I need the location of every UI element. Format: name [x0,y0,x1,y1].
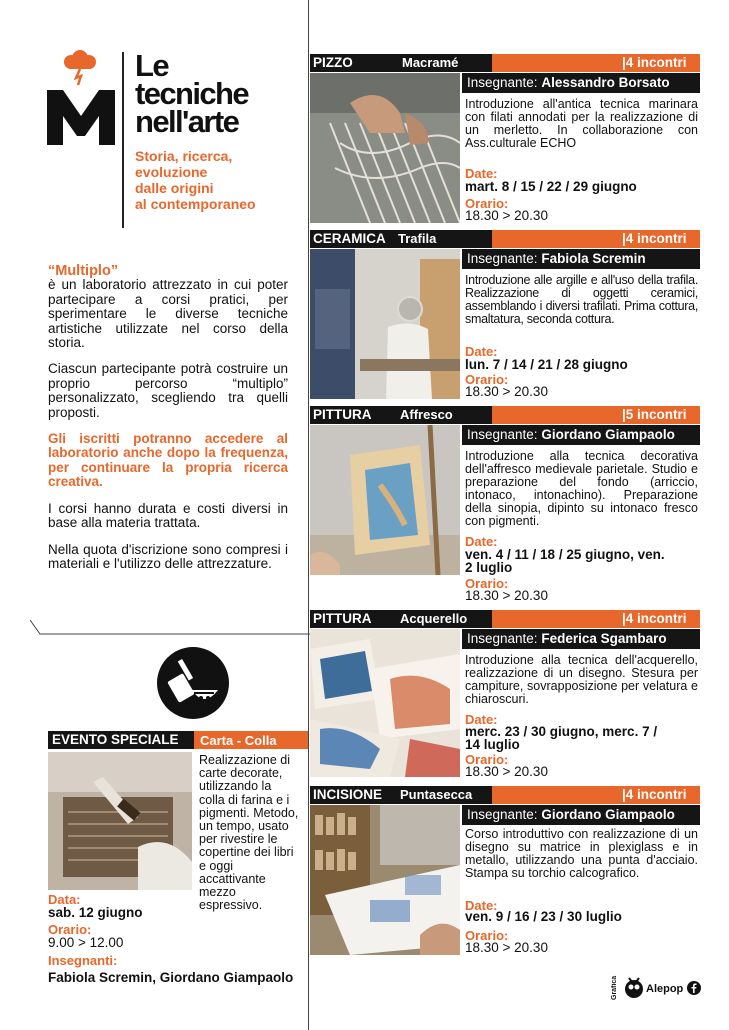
subtitle-line: dalle origini [135,180,214,196]
course-teacher-bar [462,425,700,445]
course-header [310,406,700,424]
course-description: Introduzione alla tecnica dell'acquerello, realizzazione di un disegno. Stesura per campiture, sovrapposizione per velatura e chiaroscuri. [465,653,698,706]
subtitle-line: Storia, ricerca, [135,148,233,164]
paintbrush-bowl-icon [156,646,230,720]
event-time: 9.00 > 12.00 [48,935,124,950]
logo-divider [122,52,124,228]
course-category: PITTURA [310,406,492,424]
course-teacher-bar [462,805,700,825]
course-description: Introduzione alla tecnica decorativa dell'affresco medievale parietale. Studio e preparazione del fondo (arriccio, intonaco, intonachino). Preparazione della sinopia, dipinto su intonaco fresco con pigmenti. [465,449,698,528]
course-time-label: Orario: [465,372,509,387]
teacher-name: Federica Sgambaro [541,631,667,646]
event-teachers: Fabiola Scremin, Giordano Giampaolo [48,970,294,985]
course-category: PITTURA [310,610,492,628]
course-count: |4 incontri [492,786,700,804]
footer-brand: Alepop [646,983,684,995]
course-description: Corso introduttivo con realizzazione di un disegno su matrice in plexiglass e in metallo, utilizzando una punta d'acciaio. Stampa su torchio calcografico. [465,827,698,880]
event-topic: Carta - Colla [194,731,308,749]
course-count: |4 incontri [492,54,700,72]
course-date-label: Date: [465,344,498,359]
course-card [310,610,700,780]
section-divider [30,620,310,640]
intro-paragraph: I corsi hanno durata e costi diversi in base alla materia trattata. [48,500,288,531]
course-photo [310,425,460,575]
teacher-label: Insegnante: [467,75,538,90]
teacher-label: Insegnante: [467,807,538,822]
teacher-label: Insegnante: [467,631,538,646]
course-card [310,230,700,400]
event-label: EVENTO SPECIALE [48,731,194,749]
column-divider [308,0,309,1030]
course-dates: ven. 9 / 16 / 23 / 30 luglio [465,909,622,924]
course-technique: Puntasecca [400,787,473,802]
course-photo [310,629,460,777]
course-count: |4 incontri [492,610,700,628]
course-dates: ven. 4 / 11 / 18 / 25 giugno, ven. 2 luglio [465,547,665,575]
teacher-label: Insegnante: [467,427,538,442]
course-header [310,786,700,804]
course-technique: Trafila [398,231,437,246]
course-date-label: Date: [465,898,498,913]
cloud-icon [64,50,96,85]
event-header [48,731,308,749]
facebook-icon[interactable] [687,981,701,995]
course-time: 18.30 > 20.30 [465,764,548,779]
page-title [135,48,305,139]
course-photo [310,73,460,223]
course-technique: Acquerello [400,611,468,626]
event-teachers-label: Insegnanti: [48,953,118,968]
course-photo [310,249,460,399]
teacher-label: Insegnante: [467,251,538,266]
course-category: PIZZO [310,54,492,72]
footer-vertical-text: Grafica [611,975,618,1000]
course-time: 18.30 > 20.30 [465,588,548,603]
event-photo [48,752,192,890]
course-time: 18.30 > 20.30 [465,208,548,223]
course-teacher-bar [462,73,700,93]
course-time-label: Orario: [465,196,509,211]
subtitle-line: al contemporaneo [135,196,256,212]
course-time-label: Orario: [465,576,509,591]
event-description: Realizzazione di carte decorate, utilizzando la colla di farina e i pigmenti. Metodo, un tempo, usato per rivestire le copertine dei libri e oggi accattivante mezzo espressivo. [199,753,299,913]
course-date-label: Date: [465,534,498,549]
course-card [310,406,700,604]
course-technique: Affresco [400,407,453,422]
intro-text [48,264,288,583]
event-date-label: Data: [48,892,81,907]
teacher-name: Giordano Giampaolo [541,427,675,442]
course-dates: mart. 8 / 15 / 22 / 29 giugno [465,179,637,194]
footer-credits [611,974,706,1002]
course-photo [310,805,460,955]
course-teacher-bar [462,249,700,269]
intro-highlight: Gli iscritti potranno accedere al laboratorio anche dopo la frequenza, per continuare la propria ricerca creativa. [48,431,288,490]
course-teacher-bar [462,629,700,649]
title-line: tecniche [135,76,248,111]
course-description: Introduzione alle argille e all'uso della trafila. Realizzazione di oggetti ceramici, assemblando i diversi trafilati. Prima cottura, smaltatura, seconda cottura. [465,273,698,326]
course-category: INCISIONE [310,786,492,804]
event-date: sab. 12 giugno [48,905,143,920]
mascot-icon [623,976,645,1000]
course-date-label: Date: [465,166,498,181]
course-category: CERAMICA [310,230,492,248]
course-card [310,786,700,956]
subtitle-line: evoluzione [135,164,208,180]
course-card [310,54,700,224]
course-technique: Macramé [402,55,459,70]
teacher-name: Giordano Giampaolo [541,807,675,822]
intro-paragraph: Nella quota d'iscrizione sono compresi i materiali e l'utilizzo delle attrezzature. [48,541,288,571]
course-time-label: Orario: [465,752,509,767]
title-line: nell'arte [135,104,239,139]
course-date-label: Date: [465,712,498,727]
multiplo-logo [47,50,115,145]
course-time-label: Orario: [465,928,509,943]
teacher-name: Fabiola Scremin [541,251,646,266]
course-header [310,54,700,72]
course-dates: merc. 23 / 30 giugno, merc. 7 / 14 luglio [465,724,658,752]
course-dates: lun. 7 / 14 / 21 / 28 giugno [465,357,628,372]
course-time: 18.30 > 20.30 [465,940,548,955]
course-count: |4 incontri [492,230,700,248]
course-header [310,610,700,628]
intro-paragraph: è un laboratorio attrezzato in cui poter partecipare a corsi pratici, per sperimentare le diverse tecniche artistiche utilizzate nel corso della storia. [48,277,288,351]
course-time: 18.30 > 20.30 [465,384,548,399]
event-time-label: Orario: [48,922,92,937]
course-header [310,230,700,248]
page-subtitle [135,148,305,212]
intro-heading: “Multiplo” [48,263,119,279]
title-line: Le [135,48,168,83]
course-description: Introduzione all'antica tecnica marinara con filati annodati per la realizzazione di un merletto. In collaborazione con Ass.culturale ECHO [465,97,698,150]
course-count: |5 incontri [492,406,700,424]
intro-paragraph: Ciascun partecipante potrà costruire un proprio percorso “multiplo” personalizzato, scegliendo tra quelli proposti. [48,361,288,420]
teacher-name: Alessandro Borsato [541,75,670,90]
